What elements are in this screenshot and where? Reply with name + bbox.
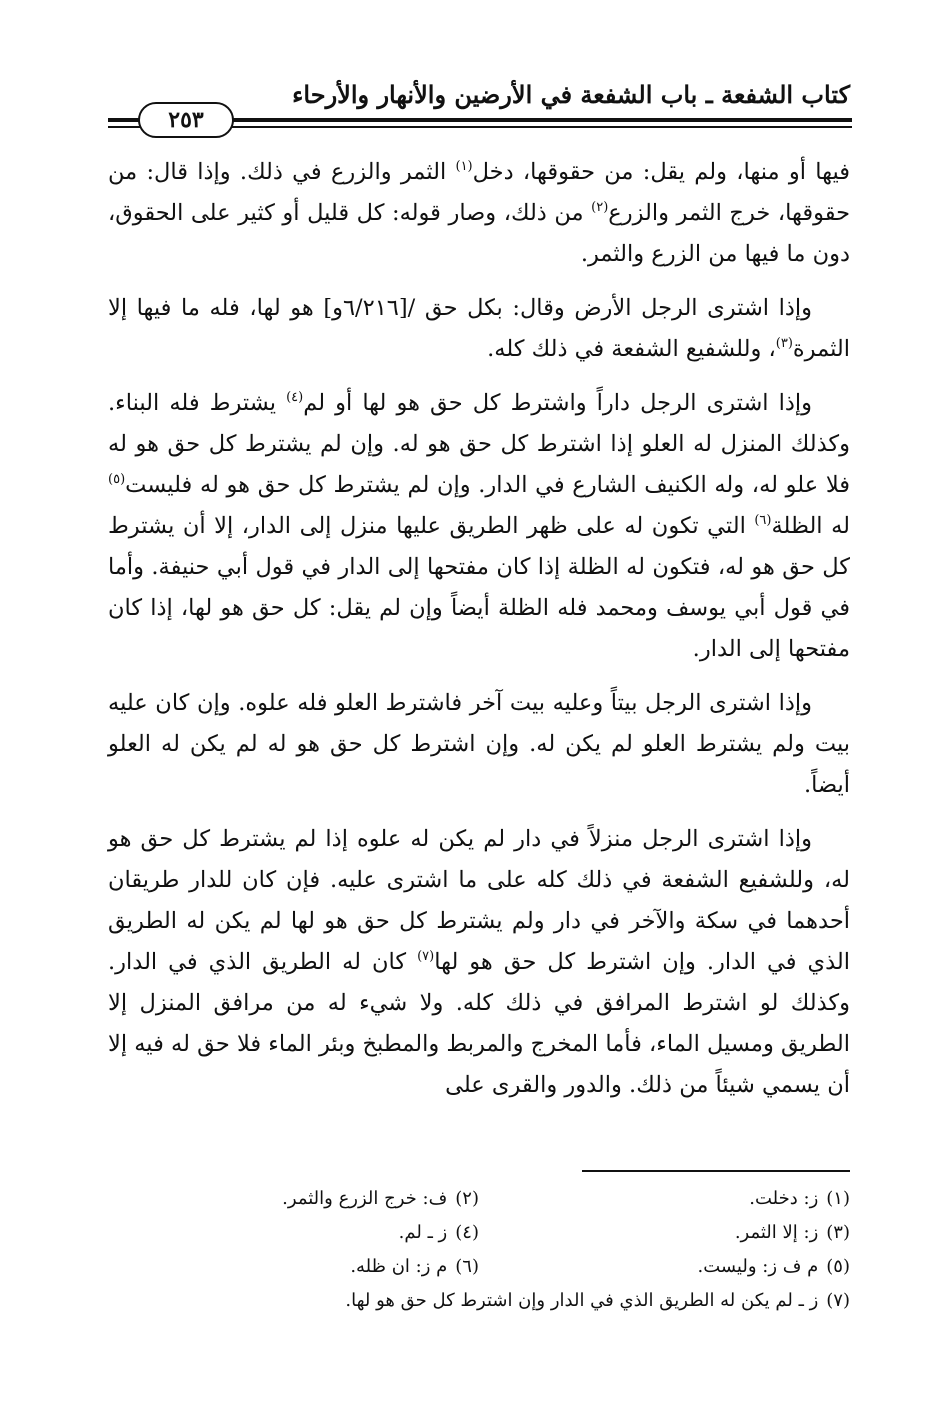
footnote-row [108,1182,850,1216]
footnote-2: (٢)ف: خرج الزرع والثمر. [282,1188,479,1209]
main-text [108,152,850,1119]
footnote-row [108,1216,850,1250]
footnote-ref-2: (٢) [591,200,609,215]
footnote-ref-7: (٧) [417,949,435,964]
footnote-7: (٧)ز ـ لم يكن له الطريق الذي في الدار وإن اشترط كل حق هو لها. [345,1290,850,1311]
footnote-3: (٣)ز: إلا الثمر. [734,1222,850,1243]
paragraph-2: وإذا اشترى الرجل الأرض وقال: بكل حق /[٦/٢١٦و] هو لها، فله ما فيها إلا الثمرة$^{(٣)}$، وللشفيع الشفعة في ذلك كله. [108,295,850,362]
footnote-ref-3: (٣) [775,336,793,351]
footnote-6: (٦)م ز: ان ظله. [350,1256,479,1277]
page-number: ٢٥٣ [168,107,204,133]
footnote-ref-1: (١) [455,159,473,174]
footnotes [108,1182,850,1318]
page-number-badge [138,102,234,138]
footnote-ref-6: (٦) [754,513,772,528]
paragraph-3: وإذا اشترى الرجل داراً واشترط كل حق هو لها أو لم$^{(٤)}$ يشترط فله البناء. وكذلك المنزل له العلو إذا اشترط كل حق هو له. وإن لم يشترط كل حق هو له فلا علو له، وله الكنيف الشارع في الدار. وإن لم يشترط كل حق هو له فليست$^{(٥)}$ له الظلة$^{(٦)}$ التي تكون له على ظهر الطريق عليها منزل إلى الدار، إلا أن يشترط كل حق هو له، فتكون له الظلة إذا كان مفتحها إلى الدار في قول أبي حنيفة. وأما في قول أبي يوسف ومحمد فله الظلة أيضاً وإن لم يقل: كل حق هو لها، إذا كان مفتحها إلى الدار. [108,390,850,662]
footnote-ref-5: (٥) [108,472,126,487]
footnote-row [108,1250,850,1284]
footnote-4: (٤)ز ـ لم. [398,1222,479,1243]
footnote-1: (١)ز: دخلت. [749,1188,850,1209]
running-header-title: كتاب الشفعة ـ باب الشفعة في الأرضين والأنهار والأرحاء [292,80,850,109]
footnote-ref-4: (٤) [286,390,304,405]
footnote-separator [582,1170,850,1172]
paragraph-4: وإذا اشترى الرجل بيتاً وعليه بيت آخر فاشترط العلو فله علوه. وإن كان عليه بيت ولم يشترط العلو لم يكن له. وإن اشترط كل حق هو له لم يكن له العلو أيضاً. [108,690,850,798]
paragraph-5: وإذا اشترى الرجل منزلاً في دار لم يكن له علوه إذا لم يشترط كل حق هو له، وللشفيع الشفعة في ذلك كله على ما اشترى عليه. فإن كان للدار طريقان أحدهما في سكة والآخر في دار ولم يشترط كل حق هو لها لم يكن له الطريق الذي في الدار. وإن اشترط كل حق هو لها$^{(٧)}$ كان له الطريق الذي في الدار. وكذلك لو اشترط المرافق في ذلك كله. ولا شيء له من مرافق المنزل إلا الطريق ومسيل الماء، فأما المخرج والمربط والمطبخ وبئر الماء فلا حق له فيه إلا أن يسمي شيئاً من ذلك. والدور والقرى على [108,826,850,1098]
footnote-5: (٥)م ف ز: وليست. [697,1256,850,1277]
paragraph-1: فيها أو منها، ولم يقل: من حقوقها، دخل$^{(١)}$ الثمر والزرع في ذلك. وإذا قال: من حقوقها، خرج الثمر والزرع$^{(٢)}$ من ذلك، وصار قوله: كل قليل أو كثير على الحقوق، دون ما فيها من الزرع والثمر. [108,159,850,267]
